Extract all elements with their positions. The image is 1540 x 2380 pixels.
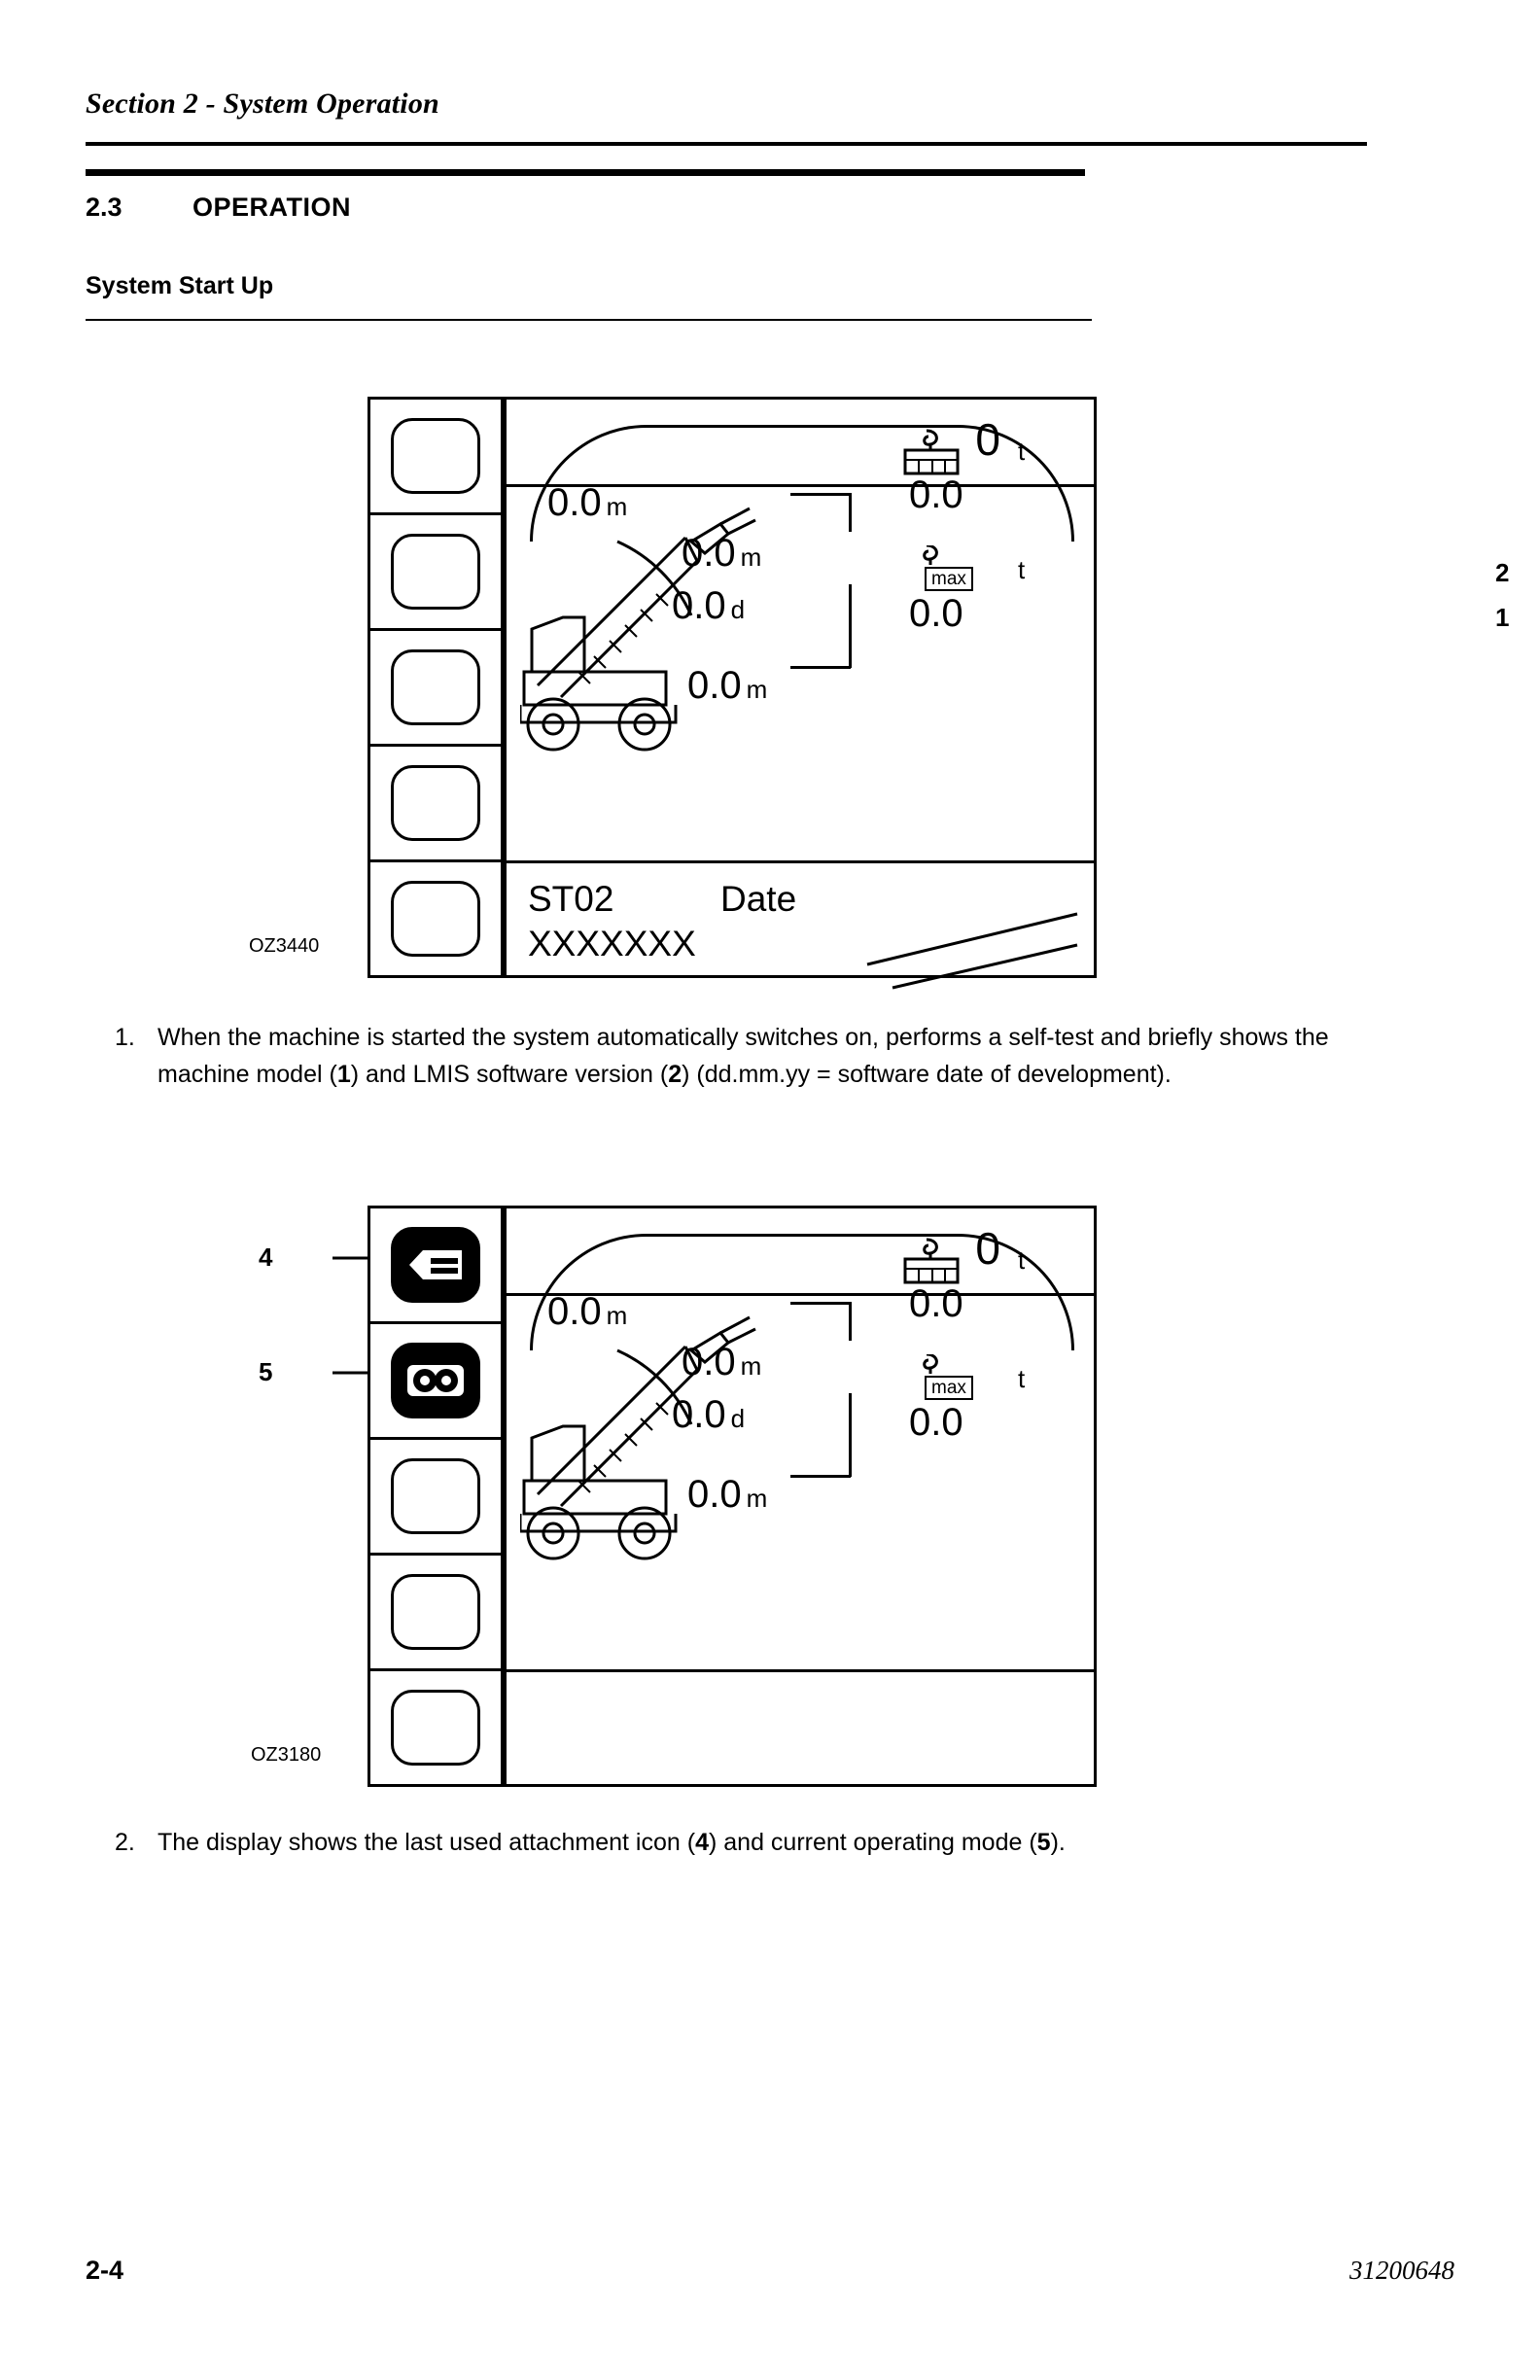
max-tag-2: max xyxy=(925,1376,973,1400)
status-code: ST02 xyxy=(528,879,614,919)
softkey-cell xyxy=(370,1671,501,1784)
step-1 xyxy=(115,1019,1388,1093)
figure-code-2: OZ3180 xyxy=(251,1744,322,1766)
subsection-rule xyxy=(86,319,1092,321)
softkey-button-3[interactable] xyxy=(391,649,480,725)
readout-height-2: 0.0 m xyxy=(547,1290,628,1333)
readout-reach: 0.0 m xyxy=(682,532,762,575)
readout-height: 0.0 m xyxy=(547,481,628,524)
callout-leaders-2 xyxy=(299,1225,416,1478)
softkey-button-4b[interactable] xyxy=(391,1574,480,1650)
step-2 xyxy=(115,1824,1408,1861)
slew-angle-value-2: 0 xyxy=(975,1223,1000,1274)
max-load-block-2 xyxy=(893,1354,1026,1444)
softkey-cell xyxy=(370,400,501,515)
softkey-cell xyxy=(370,747,501,862)
actual-load-block xyxy=(893,427,1026,516)
software-version-line: XXXXXXX xyxy=(528,924,696,963)
max-load-value-2: 0.0 xyxy=(909,1401,963,1444)
callout-2: 2 xyxy=(1495,558,1510,587)
subsection-title: System Start Up xyxy=(86,272,274,299)
softkey-button-4[interactable] xyxy=(391,765,480,841)
load-hook-icon-2 xyxy=(893,1236,1010,1286)
header-rule-thick xyxy=(86,169,1085,176)
reach-bracket-v xyxy=(849,493,852,532)
readout-reach-2: 0.0 m xyxy=(682,1341,762,1383)
running-head: Section 2 - System Operation xyxy=(86,88,439,120)
max-load-block xyxy=(893,545,1026,635)
max-load-unit: t xyxy=(1018,555,1026,584)
boom-bracket-v-2 xyxy=(849,1393,852,1477)
max-tag: max xyxy=(925,567,973,591)
lmis-display-panel-2 xyxy=(251,1206,1097,1787)
callout-leaders-1 xyxy=(852,881,1172,1007)
lmis-display-panel-1 xyxy=(249,397,1510,978)
reach-bracket-h xyxy=(790,493,851,496)
max-load-unit-2: t xyxy=(1018,1364,1026,1393)
softkey-cell xyxy=(370,1556,501,1671)
softkey-button-5b[interactable] xyxy=(391,1690,480,1766)
load-hook-icon xyxy=(893,427,1010,477)
actual-load-value: 0.0 xyxy=(909,473,963,516)
header-rule xyxy=(86,142,1367,146)
display-screen-2 xyxy=(504,1206,1097,1787)
readout-angle-degrees-2: 0.0 d xyxy=(672,1393,746,1436)
callout-5: 5 xyxy=(259,1357,273,1386)
softkey-column-1 xyxy=(368,397,504,978)
step-2-marker: 2. xyxy=(115,1829,135,1856)
screen-status-bar-2 xyxy=(507,1669,1094,1784)
readout-boom-length-2: 0.0 m xyxy=(687,1473,768,1516)
readout-angle-degrees: 0.0 d xyxy=(672,584,746,627)
step-1-text: When the machine is started the system automatically switches on, performs a self-test and briefly shows the machine model (1) and LMIS software version (2) (dd.mm.yy = software date of development). xyxy=(158,1024,1329,1088)
boom-bracket-h-2 xyxy=(790,1475,851,1478)
softkey-cell xyxy=(370,515,501,631)
actual-load-value-2: 0.0 xyxy=(909,1282,963,1325)
callout-1: 1 xyxy=(1495,603,1510,632)
actual-load-unit-2: t xyxy=(1018,1245,1026,1275)
section-title: OPERATION xyxy=(192,192,352,222)
section-number: 2.3 xyxy=(86,192,122,222)
callout-4: 4 xyxy=(259,1242,273,1272)
actual-load-block-2 xyxy=(893,1236,1026,1325)
softkey-cell xyxy=(370,862,501,975)
softkey-cell xyxy=(370,631,501,747)
boom-bracket-v xyxy=(849,584,852,668)
page-number: 2-4 xyxy=(86,2256,124,2285)
figure-operating-display xyxy=(251,1206,1097,1787)
actual-load-unit: t xyxy=(1018,437,1026,466)
boom-bracket-h xyxy=(790,666,851,669)
readout-boom-length: 0.0 m xyxy=(687,664,768,707)
reach-bracket-h-2 xyxy=(790,1302,851,1305)
slew-angle-value: 0 xyxy=(975,414,1000,465)
figure-code-1: OZ3440 xyxy=(249,935,320,957)
softkey-button-2[interactable] xyxy=(391,534,480,610)
softkey-button-1[interactable] xyxy=(391,418,480,494)
softkey-button-5[interactable] xyxy=(391,881,480,957)
step-2-text: The display shows the last used attachment icon (4) and current operating mode (5). xyxy=(158,1829,1066,1856)
date-label: Date xyxy=(720,879,797,919)
max-load-value: 0.0 xyxy=(909,592,963,635)
document-number: 31200648 xyxy=(1349,2256,1454,2285)
reach-bracket-v-2 xyxy=(849,1302,852,1341)
step-1-marker: 1. xyxy=(115,1024,135,1051)
figure-system-startup-splash xyxy=(249,397,1510,978)
